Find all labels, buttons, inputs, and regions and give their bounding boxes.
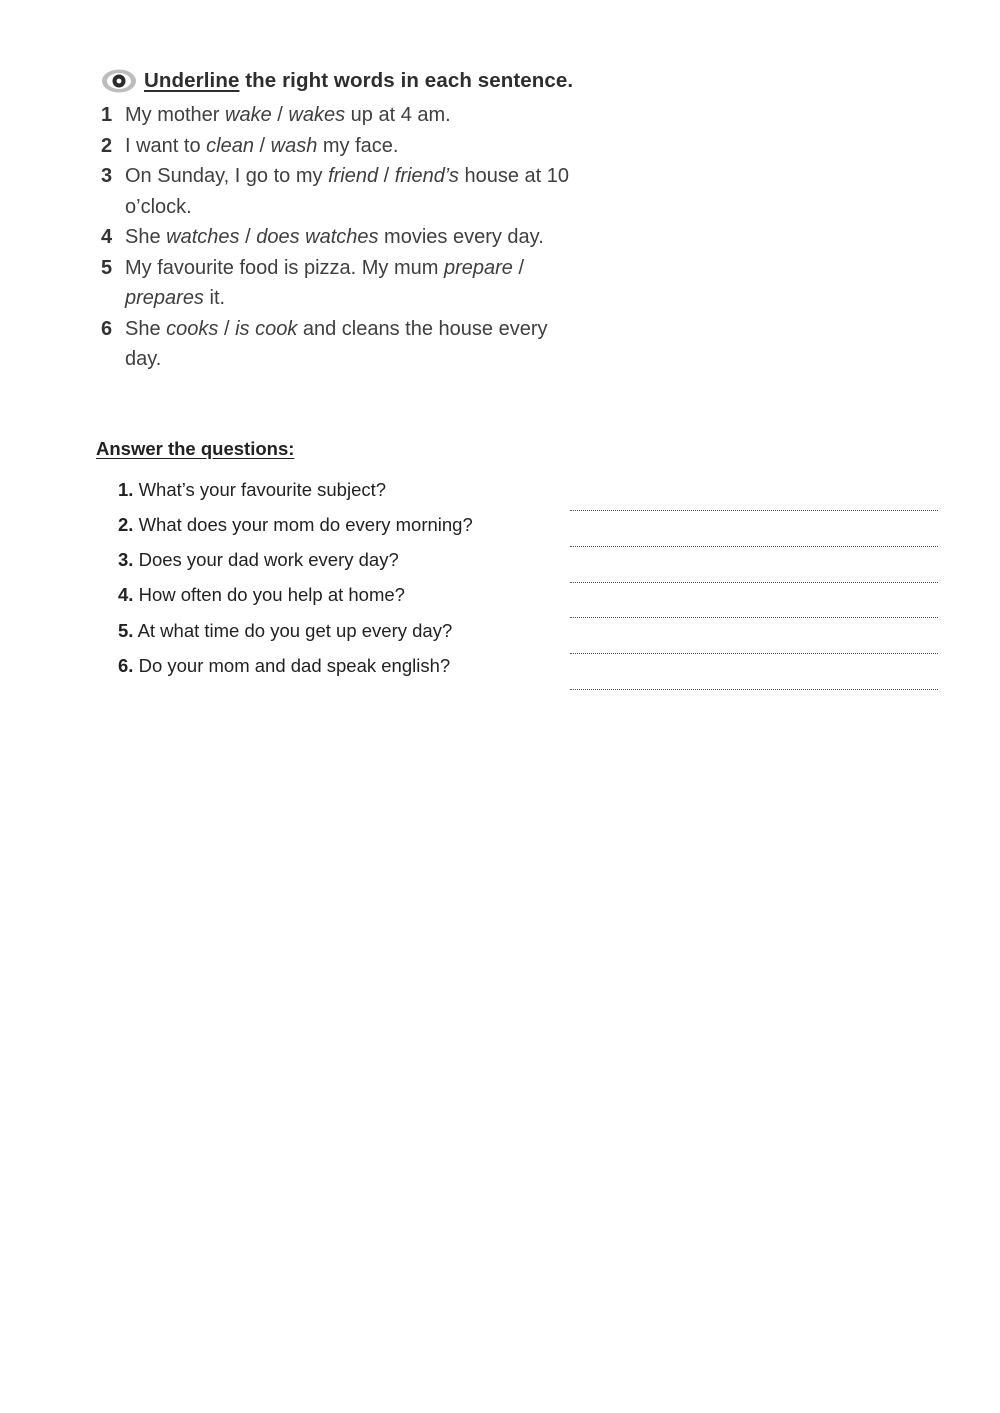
sentence-item [100,100,620,131]
exercise-1-title [144,69,573,93]
word-option-a[interactable]: cooks [166,317,219,340]
separator: / [512,256,525,279]
question-text: How often do you help at home? [138,584,405,605]
word-option-a[interactable]: clean [206,134,254,157]
question-number: 5. [118,620,134,641]
sentence-text: I want to [125,134,207,157]
sentence-text: My favourite food is pizza. My mum [125,256,444,279]
separator: / [239,226,257,248]
word-option-a[interactable]: friend [328,165,379,187]
sentence-text: up at 4 am. [345,104,451,126]
eye-icon [100,68,138,94]
question-number: 4. [118,584,134,605]
sentence-text: my face. [317,134,399,157]
sentence-text: My mother [125,104,226,126]
separator: / [218,317,236,340]
exercise-1-list [100,100,620,375]
title-underlined-word: Underline [144,69,240,92]
question-text: What does your mom do every morning? [138,514,473,535]
question-number: 3. [118,549,134,570]
exercise-1 [100,64,620,375]
word-option-a[interactable]: watches [166,226,240,248]
sentence-item [100,222,620,253]
word-option-a[interactable]: prepare [443,256,513,279]
item-number: 3 [101,165,113,187]
question-item [118,620,452,642]
sentence-text: movies every day. [378,226,544,248]
sentence-text: it. [203,287,226,309]
word-option-b[interactable]: wakes [288,104,346,126]
answer-line-6[interactable] [570,689,938,690]
question-text: Do your mom and dad speak english? [138,655,451,676]
question-item [118,479,386,501]
question-item [118,584,405,606]
title-rest: the right words in each sentence. [239,69,574,92]
sentence-item [100,253,585,314]
item-number: 2 [101,134,113,157]
sentence-text: She [125,226,167,248]
separator: / [271,104,289,126]
word-option-b[interactable]: wash [270,134,318,157]
item-number: 4 [101,226,113,248]
answer-line-2[interactable] [570,546,938,547]
sentence-item [100,161,585,222]
exercise-1-header [100,64,620,98]
exercise-2-title: Answer the questions: [96,438,295,459]
item-number: 6 [101,317,113,340]
question-text: Does your dad work every day? [138,549,399,570]
question-text: What’s your favourite subject? [138,479,387,500]
question-item [118,514,473,536]
sentence-item [100,314,555,375]
item-number: 1 [101,104,113,126]
answer-line-1[interactable] [570,510,938,511]
question-number: 2. [118,514,134,535]
answer-line-5[interactable] [570,653,938,654]
question-number: 1. [118,479,134,500]
word-option-b[interactable]: does watches [256,226,379,248]
separator: / [378,165,395,187]
sentence-text: house at 10 o’clock. [125,165,569,218]
sentence-item [100,131,620,162]
word-option-b[interactable]: prepares [125,287,204,309]
question-item [118,549,399,571]
word-option-a[interactable]: wake [225,104,272,126]
sentence-text: and cleans the house every day. [125,317,548,370]
answer-line-3[interactable] [570,582,938,583]
answer-line-4[interactable] [570,617,938,618]
word-option-b[interactable]: is cook [235,317,298,340]
word-option-b[interactable]: friend’s [394,165,459,187]
separator: / [253,134,271,157]
question-text: At what time do you get up every day? [137,620,453,641]
question-number: 6. [118,655,134,676]
question-item [118,655,450,677]
sentence-text: She [125,317,167,340]
item-number: 5 [101,256,113,279]
sentence-text: On Sunday, I go to my [125,165,329,187]
